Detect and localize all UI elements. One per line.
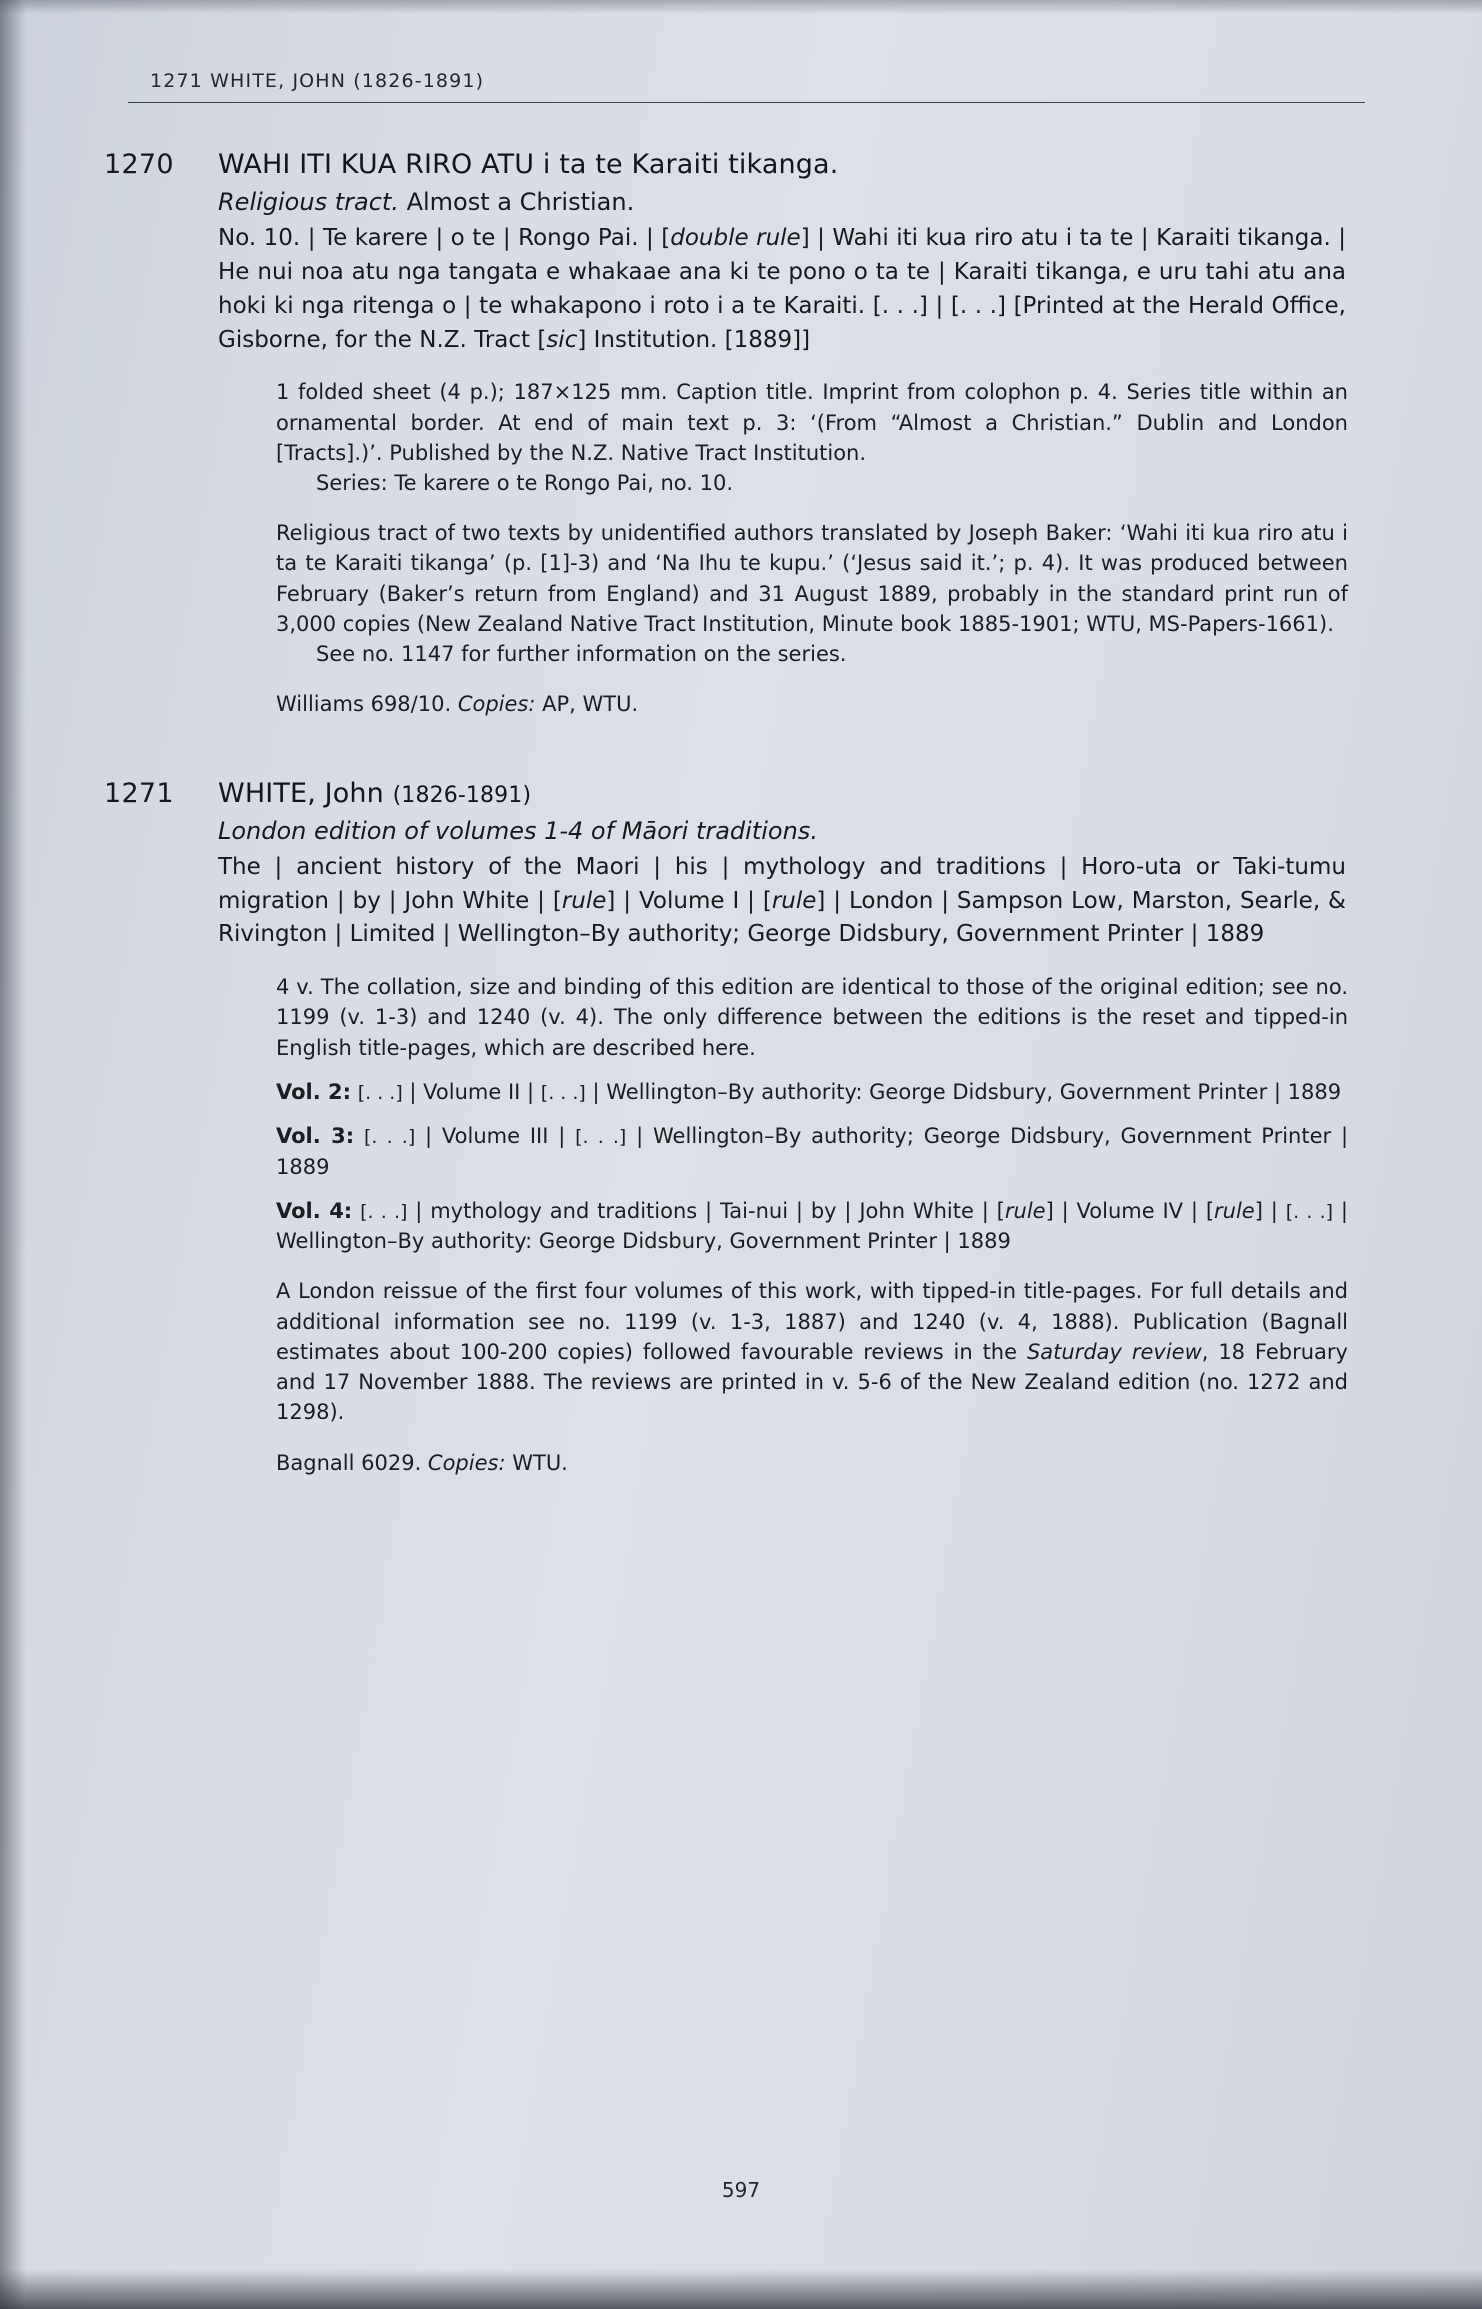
entry-body xyxy=(218,149,1350,720)
entry-note-description: A London reissue of the first four volumes of this work, with tipped-in title-pages. For full details and additional information see no. 1199 (v. 1-3, 1887) and 1240 (v. 4, 1888). Publication (Bagnall estimates about 100-200 copies) followed favourable reviews in the Saturday review, 18 February and 17 November 1888. The reviews are printed in v. 5-6 of the New Zealand edition (no. 1272 and 1298). xyxy=(276,1279,1348,1425)
entry-body xyxy=(218,778,1350,1478)
entry-note-vol2: Vol. 2: [. . .] | Volume II | [. . .] | Wellington–By authority: George Didsbury, Government Printer | 1889 xyxy=(276,1079,1342,1104)
entry-number: 1271 xyxy=(104,777,174,809)
entry-title: WAHI ITI KUA RIRO ATU i ta te Karaiti tikanga. xyxy=(218,149,839,180)
page-edge-shadow-left xyxy=(0,0,26,2309)
entry-note-references: Bagnall 6029. Copies: WTU. xyxy=(276,1450,568,1475)
entry-note-description: Religious tract of two texts by unidentified authors translated by Joseph Baker: ‘Wahi iti kua riro atu i ta te Karaiti tikanga’ (p. [1]-3) and ‘Na Ihu te kupu.’ (‘Jesus said it.’; p. 4). It was produced between February (Baker’s return from England) and 31 August 1889, probably in the standard print run of 3,000 copies (New Zealand Native Tract Institution, Minute book 1885-1901; WTU, MS-Papers-1661). See no. 1147 for further information on the series. xyxy=(276,521,1348,667)
entry-number: 1270 xyxy=(104,149,174,180)
entry-title xyxy=(218,778,1350,811)
entry-subtitle-plain: Almost a Christian. xyxy=(398,187,635,216)
entry-note-collation: 4 v. The collation, size and binding of this edition are identical to those of the original edition; see no. 1199 (v. 1-3) and 1240 (v. 4). The only difference between the editions is the reset and tipped-in English title-pages, which are described here. xyxy=(276,975,1348,1060)
entry-subtitle xyxy=(218,187,1350,218)
running-head: 1271 WHITE, JOHN (1826-1891) xyxy=(128,70,1365,103)
entry-title-dates: (1826-1891) xyxy=(392,782,532,808)
page-number: 597 xyxy=(721,2178,761,2202)
entry-subtitle xyxy=(218,816,1350,847)
entry-note-references: Williams 698/10. Copies: AP, WTU. xyxy=(276,692,639,717)
entry-note-collation: 1 folded sheet (4 p.); 187×125 mm. Caption title. Imprint from colophon p. 4. Series title within an ornamental border. At end of main text p. 3: ‘(From “Almost a Christian.” Dublin and London [Tracts].)’. Published by the N.Z. Native Tract Institution. Series: Te karere o te Rongo Pai, no. 10. xyxy=(276,380,1348,496)
entry-title-text: WHITE, John xyxy=(218,777,384,809)
page-edge-shadow-top xyxy=(0,0,1482,14)
catalog-entry-1270 xyxy=(104,149,1350,720)
page-content xyxy=(104,70,1350,1478)
entry-subtitle-italic: London edition of volumes 1-4 of Māori traditions. xyxy=(218,816,818,845)
entry-transcription: The | ancient history of the Maori | his | mythology and traditions | Horo-uta or Taki-tumu migration | by | John White | [rule] | Volume I | [rule] | London | Sampson Low, Marston, Searle, & Rivington | Limited | Wellington–By authority; George Didsbury, Government Printer | 1889 xyxy=(218,853,1346,948)
catalog-entry-1271 xyxy=(104,777,1350,1478)
entry-subtitle-italic: Religious tract. xyxy=(218,187,399,216)
entry-note-vol3: Vol. 3: [. . .] | Volume III | [. . .] | Wellington–By authority; George Didsbury, Government Printer | 1889 xyxy=(276,1124,1349,1179)
page-edge-shadow-bottom xyxy=(0,2269,1482,2309)
entry-transcription: No. 10. | Te karere | o te | Rongo Pai. | [double rule] | Wahi iti kua riro atu i ta te | Karaiti tikanga. | He nui noa atu nga tangata e whakaae ana ki te pono o ta te | Karaiti tikanga, e uru tahi atu ana hoki ki nga ritenga o | te whakapono i roto i a te Karaiti. [. . .] | [. . .] [Printed at the Herald Office, Gisborne, for the N.Z. Tract [sic] Institution. [1889]] xyxy=(218,225,1347,353)
entry-note-vol4: Vol. 4: [. . .] | mythology and traditions | Tai-nui | by | John White | [rule] | Volume IV | [rule] | [. . .] | Wellington–By authority: George Didsbury, Government Printer | 1889 xyxy=(276,1198,1348,1254)
